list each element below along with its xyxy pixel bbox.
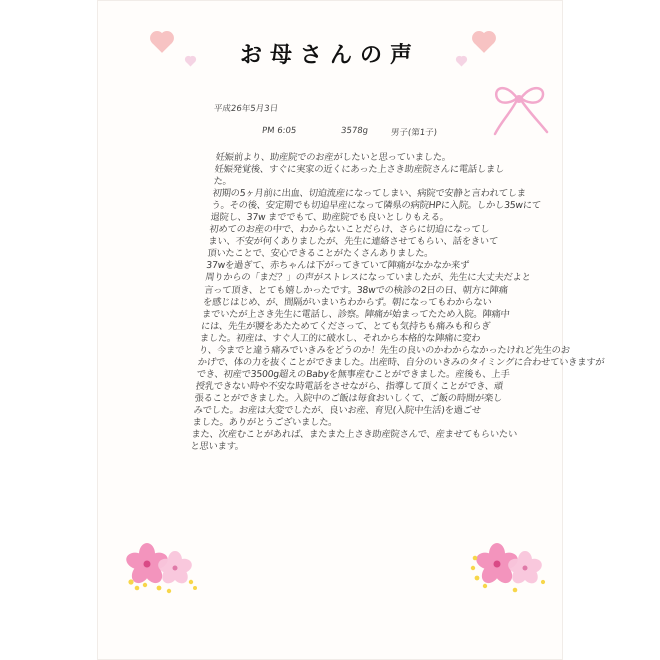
letter-line: 頂いたことで、安心できることがたくさんありました。 — [206, 248, 434, 260]
letter-line: 周りからの「まだ？」の声がストレスになっていましたが、先生に大丈夫だよと — [204, 272, 532, 284]
letter-line: り、今までと違う痛みでいきみをどうのか！先生の良いのかわからなかったけれど先生のお — [198, 344, 571, 356]
letter-line: う。その後、安定期でも切迫早産になって隣県の病院HPに入院。しかし35wにて — [210, 200, 542, 212]
birth-time: PM 6:05 — [261, 126, 297, 136]
letter-line: と思います。 — [189, 441, 245, 453]
ribbon-icon — [487, 76, 553, 142]
page-title: お母さんの声 — [239, 42, 420, 68]
letter-line: 妊娠発覚後、すぐに実家の近くにあった上さき助産院さんに電話しまし — [214, 164, 505, 176]
letter-line: 言って頂き、とても嬉しかったです。38wでの検診の2日の日、朝方に陣痛 — [203, 284, 509, 296]
letter-line: かげで、体の力を抜くことができました。出産時、自分のいきみのタイミングに合わせていきますが — [197, 356, 605, 368]
letter-line: 初期の5ヶ月前に出血、切迫流産になってしまい、病院で安静と言われてしま — [212, 188, 527, 200]
letter-line: 初めてのお産の中で、わからないことだらけ、さらに切迫になってし — [208, 224, 490, 236]
letter-line: 37wを過ぎて、赤ちゃんは下がってきていて陣痛がなかなか来ず — [205, 260, 470, 272]
letter-line: まい、不安が何くありましたが、先生に連絡させてもらい、話をきいて — [207, 236, 499, 248]
letter-line: 授乳できない時や不安な時電話をさせながら、指導して頂くことができ、頑 — [195, 380, 504, 392]
letter-date: 平成26年5月3日 — [213, 104, 279, 114]
flower-left-icon — [125, 538, 205, 596]
letter-line: までいたが上さき先生に電話し、診察。陣痛が始まってたため入院。陣痛中 — [201, 308, 511, 320]
letter-body — [189, 152, 605, 453]
letter-line: 張ることができました。入院中のご飯は毎食おいしくて、ご飯の時間が楽し — [194, 392, 503, 404]
birth-weight: 3578g — [340, 126, 369, 136]
letter-line: みでした。お産は大変でしたが、良いお産、育児(入院中生活)を過ごせ — [193, 404, 482, 416]
letter-line: また、次産むことがあれば、またまた上さき助産院さんで、産ませてもらいたい — [190, 429, 518, 441]
letter-line: 退院し、37w まででもて、助産院でも良いとしりもえる。 — [209, 212, 450, 224]
letter-line: を感じはじめ、が、間隔がいまいちわからず。朝になってもわからない — [202, 296, 492, 308]
letter-line: でき、初産で3500g超えのBabyを無事産むことができました。産後も、上手 — [196, 368, 510, 380]
letter-line: には、先生が腰をあたためてくださって、とても気持ちも痛みも和らぎ — [200, 320, 491, 332]
letter-line: 妊娠前より、助産院でのお産がしたいと思っていました。 — [215, 152, 452, 163]
flower-right-icon — [467, 538, 551, 598]
letter-line: ました。初産は、すぐ人工的に破水し、それから本格的な陣痛に変わ — [199, 332, 481, 344]
letter-line: ました。ありがとうございました。 — [192, 417, 338, 429]
baby-info: 男子(第1子) — [390, 128, 438, 138]
letter-line: た。 — [213, 176, 233, 188]
